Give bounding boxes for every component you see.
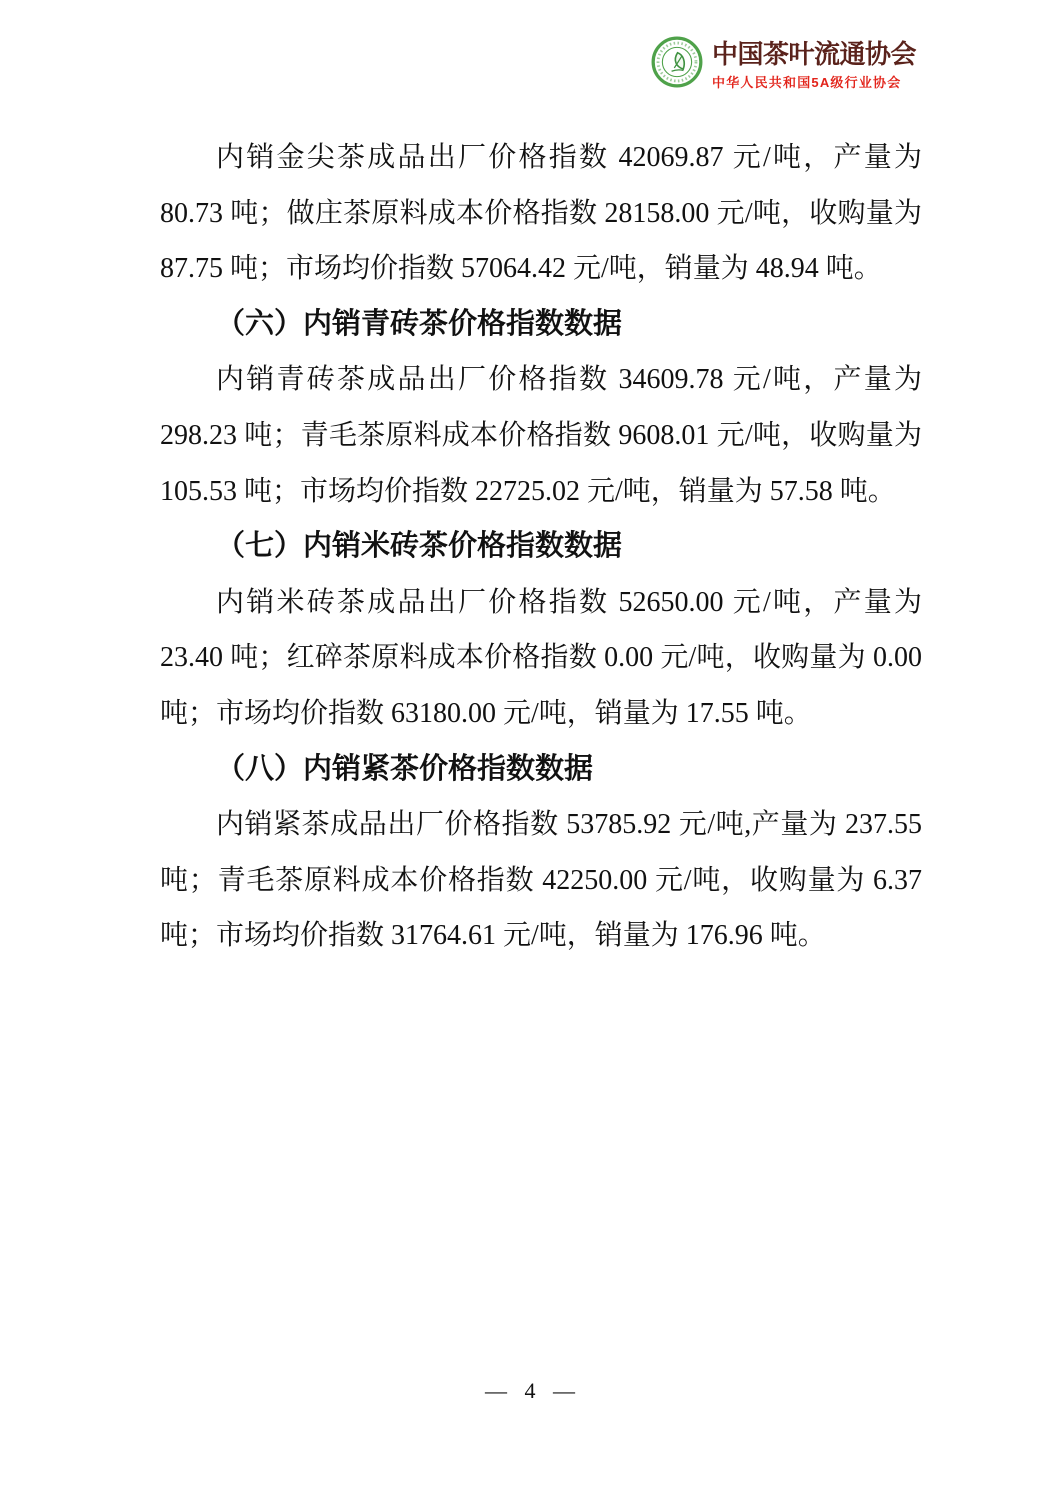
page-footer (0, 1378, 1061, 1404)
paragraph-line: 87.75 吨；市场均价指数 57064.42 元/吨，销量为 48.94 吨。 (160, 253, 882, 285)
document-body (160, 130, 922, 964)
paragraph-line: 105.53 吨；市场均价指数 22725.02 元/吨，销量为 57.58 吨。 (160, 475, 896, 507)
logo-subtitle: 中华人民共和国5A级行业协会 (712, 75, 902, 90)
paragraph-line: 内销紧茶成品出厂价格指数 53785.92 元/吨,产量为 237.55 (216, 809, 922, 841)
page-number: — 4 — (485, 1378, 576, 1403)
section-jinjian-paragraph (160, 130, 922, 297)
association-logo (651, 36, 916, 91)
paragraph-line: 吨；市场均价指数 63180.00 元/吨，销量为 17.55 吨。 (160, 697, 812, 729)
tea-leaf-emblem-icon (651, 36, 703, 88)
section-heading: （八）内销紧茶价格指数数据 (216, 752, 594, 785)
logo-text-block (712, 36, 916, 91)
paragraph-line: 内销金尖茶成品出厂价格指数 42069.87 元/吨，产量为 (216, 142, 922, 173)
section-qingzhuan (160, 297, 922, 519)
section-heading: （六）内销青砖茶价格指数数据 (216, 307, 623, 340)
paragraph-line: 23.40 吨；红碎茶原料成本价格指数 0.00 元/吨，收购量为 0.00 (160, 642, 922, 674)
section-jincha (160, 742, 922, 964)
section-mizhuan (160, 519, 922, 741)
paragraph-line: 内销米砖茶成品出厂价格指数 52650.00 元/吨，产量为 (216, 586, 922, 618)
paragraph-line: 80.73 吨；做庄茶原料成本价格指数 28158.00 元/吨，收购量为 (160, 197, 922, 229)
paragraph-line: 内销青砖茶成品出厂价格指数 34609.78 元/吨，产量为 (216, 364, 922, 396)
section-heading: （七）内销米砖茶价格指数数据 (216, 530, 623, 563)
paragraph-line: 吨；青毛茶原料成本价格指数 42250.00 元/吨，收购量为 6.37 (160, 864, 922, 896)
paragraph-line: 吨；市场均价指数 31764.61 元/吨，销量为 176.96 吨。 (160, 920, 826, 952)
paragraph-line: 298.23 吨；青毛茶原料成本价格指数 9608.01 元/吨，收购量为 (160, 419, 922, 451)
logo-title: 中国茶叶流通协会 (712, 40, 917, 69)
